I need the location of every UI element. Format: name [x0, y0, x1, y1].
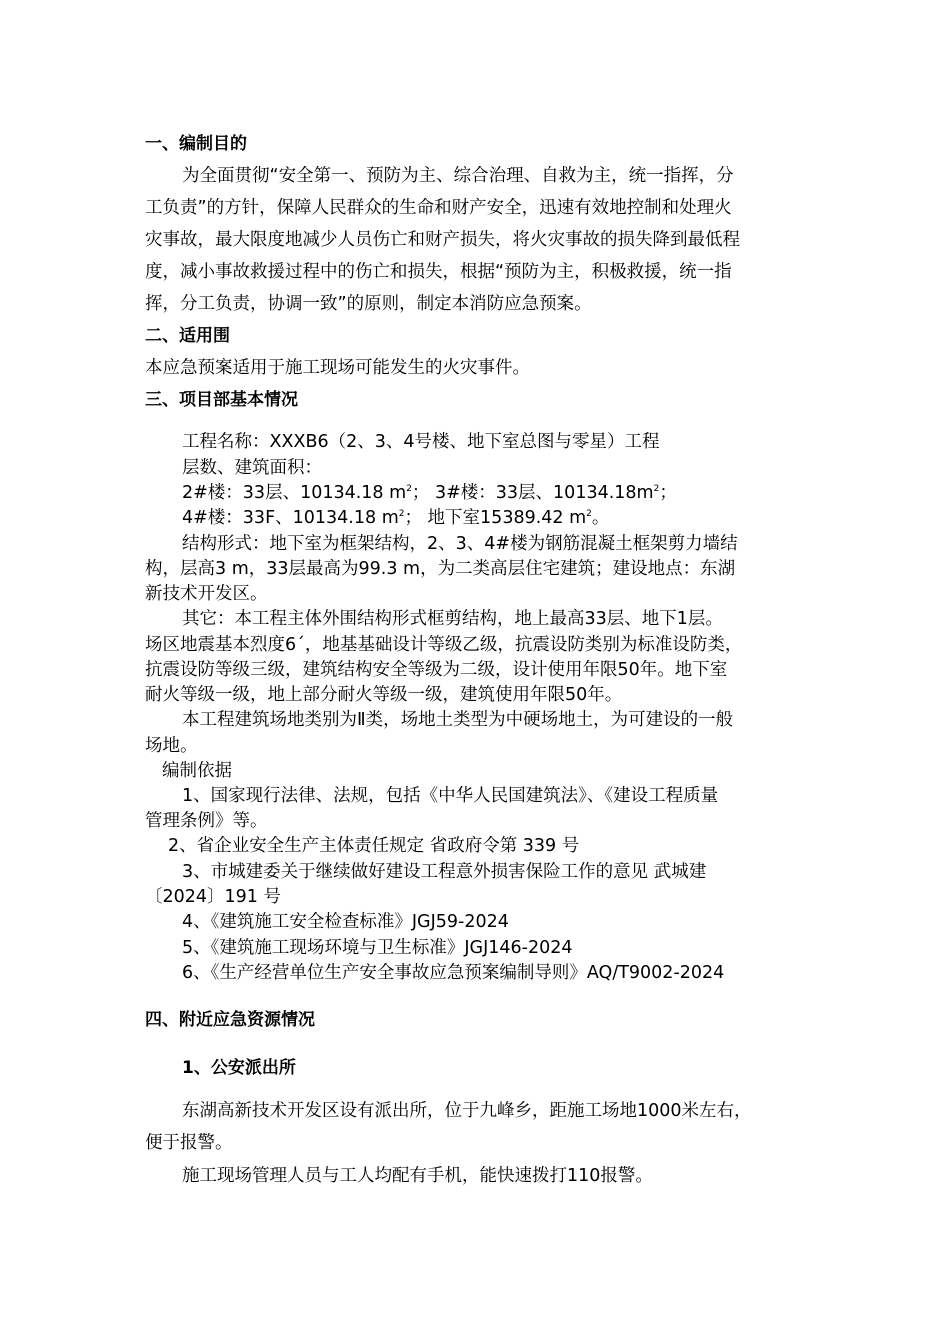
- section-heading-emergency-resources: 四、附近应急资源情况: [145, 1010, 315, 1030]
- paragraph-line: 构，层高3 m，33层最高为99.3 m，为二类高层住宅建筑；建设地点：东湖: [145, 559, 736, 579]
- basis-item: 5、《建筑施工现场环境与卫生标准》JGJ146-2024: [182, 938, 573, 958]
- paragraph-line: 度，减小事故救援过程中的伤亡和损失，根据“预防为主，积极救援，统一指: [145, 262, 732, 282]
- area-line-1: 2#楼：33层、10134.18 $m^2$； 3#楼：33层、$10134.18m^2$；: [182, 483, 677, 503]
- paragraph-line: 耐火等级一级，地上部分耐火等级一级，建筑使用年限50年。: [145, 685, 623, 705]
- paragraph-line: 施工现场管理人员与工人均配有手机，能快速拨打110报警。: [182, 1166, 653, 1186]
- section-heading-scope: 二、适用围: [145, 326, 230, 346]
- section-heading-project-info: 三、项目部基本情况: [145, 390, 298, 410]
- basis-item: 3、市城建委关于继续做好建设工程意外损害保险工作的意见 武城建: [182, 862, 707, 882]
- basis-item: 管理条例》等。: [145, 811, 268, 831]
- paragraph-line: 灾事故，最大限度地减少人员伤亡和财产损失，将火灾事故的损失降到最低程: [145, 230, 740, 250]
- paragraph-line: 为全面贯彻“安全第一、预防为主、综合治理、自救为主，统一指挥，分: [182, 166, 734, 186]
- paragraph-line: 场地。: [145, 736, 198, 756]
- paragraph-line: 抗震设防等级三级，建筑结构安全等级为二级，设计使用年限50年。地下室: [145, 660, 728, 680]
- paragraph-line: 本工程建筑场地类别为Ⅱ类，场地土类型为中硬场地土，为可建设的一般: [182, 710, 734, 730]
- basis-item: 〔2024〕191 号: [145, 887, 282, 907]
- paragraph-line: 其它：本工程主体外围结构形式框剪结构，地上最高33层、地下1层。: [182, 609, 723, 629]
- subheading-police-station: 1、公安派出所: [182, 1058, 296, 1078]
- paragraph-line: 结构形式：地下室为框架结构，2、3、4#楼为钢筋混凝土框架剪力墙结: [182, 534, 738, 554]
- area-line-2: 4#楼：33F、10134.18 $m^2$； 地下室15389.42 $m^2$。: [182, 508, 610, 528]
- paragraph-line: 挥，分工负责，协调一致”的原则，制定本消防应急预案。: [145, 294, 592, 314]
- paragraph-line: 工负责”的方针，保障人民群众的生命和财产安全，迅速有效地控制和处理火: [145, 198, 732, 218]
- paragraph-line: 场区地震基本烈度6´，地基基础设计等级乙级，抗震设防类别为标准设防类，: [145, 635, 743, 655]
- basis-item: 2、省企业安全生产主体责任规定 省政府令第 339 号: [168, 836, 580, 856]
- basis-item: 6、《生产经营单位生产安全事故应急预案编制导则》AQ/T9002-2024: [182, 963, 725, 983]
- paragraph-line: 便于报警。: [145, 1133, 233, 1153]
- basis-item: 4、《建筑施工安全检查标准》JGJ59-2024: [182, 912, 509, 932]
- paragraph-line: 新技术开发区。: [145, 584, 268, 604]
- basis-item: 1、国家现行法律、法规，包括《中华人民国建筑法》、《建设工程质量: [182, 786, 719, 806]
- paragraph-line: 东湖高新技术开发区设有派出所，位于九峰乡，距施工场地1000米左右，: [182, 1101, 752, 1121]
- section-heading-purpose: 一、编制目的: [145, 134, 247, 154]
- basis-label: 编制依据: [162, 761, 232, 781]
- paragraph-line: 本应急预案适用于施工现场可能发生的火灾事件。: [145, 358, 530, 378]
- area-label: 层数、建筑面积：: [182, 458, 322, 478]
- project-name: 工程名称：XXXB6（2、3、4号楼、地下室总图与零星）工程: [182, 432, 660, 452]
